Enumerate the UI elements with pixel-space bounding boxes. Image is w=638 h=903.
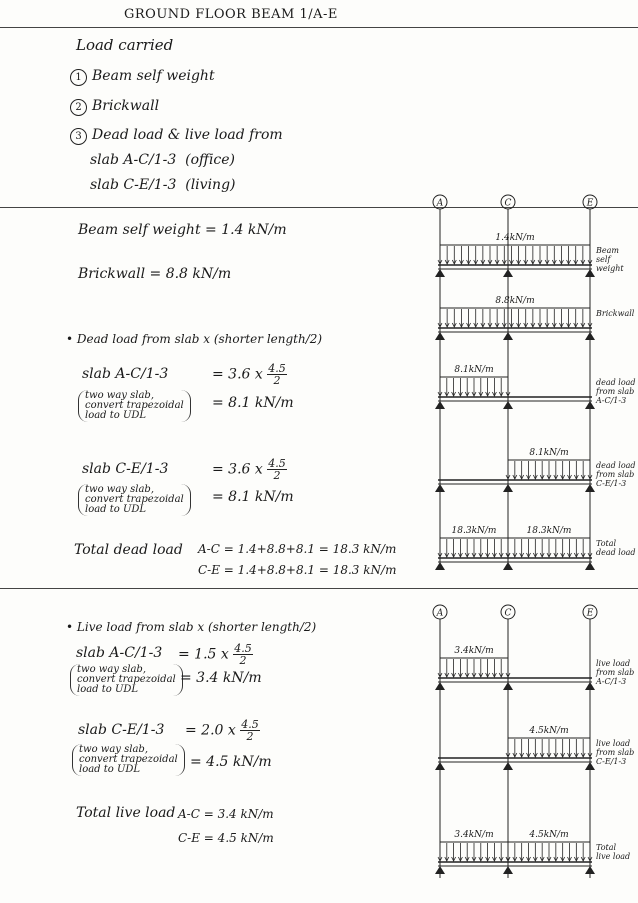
live-slab-ce-panel-label: from slab bbox=[596, 748, 635, 757]
load-item-1-text: Beam self weight bbox=[92, 68, 215, 84]
dead-slab-ac-panel-support bbox=[503, 401, 513, 409]
total-live-panel-support bbox=[503, 866, 513, 874]
total-live-panel-label: live load bbox=[596, 852, 631, 861]
note-line-1: two way slab, bbox=[79, 744, 148, 755]
load-item-3-text: Dead load & live load from bbox=[92, 127, 283, 143]
fraction-numerator: 4.5 bbox=[268, 362, 286, 375]
fraction-denominator: 2 bbox=[246, 730, 254, 743]
live-slab-ce-panel-support bbox=[585, 762, 595, 770]
total-dead-panel-support bbox=[503, 562, 513, 570]
note-line-2: convert trapezoidal bbox=[77, 674, 176, 685]
gridline-label: E bbox=[586, 608, 594, 619]
live-load-heading: • Live load from slab x (shorter length/2) bbox=[66, 620, 317, 634]
circled-number-2: 2 bbox=[70, 99, 87, 116]
live-slab-ce-label: slab C-E/1-3 bbox=[78, 722, 165, 738]
gridline-label: A bbox=[436, 608, 444, 619]
live-slab-ac-panel-support bbox=[503, 682, 513, 690]
fraction bbox=[267, 363, 287, 386]
beam-self-weight-line: Beam self weight = 1.4 kN/m bbox=[78, 222, 287, 238]
dead-slab-ce-eq2: = 8.1 kN/m bbox=[212, 489, 294, 505]
live-slab-ac-panel-support bbox=[435, 682, 445, 690]
note-line-3: load to UDL bbox=[85, 410, 147, 421]
total-live-load-ce: C-E = 4.5 kN/m bbox=[178, 831, 274, 845]
dead-slab-ac-panel-label: A-C/1-3 bbox=[596, 396, 627, 405]
live-load-heading-text: Live load from slab x (shorter length/2) bbox=[76, 620, 317, 634]
slab-ac-usage: slab A-C/1-3 (office) bbox=[90, 152, 236, 168]
live-slab-ac-panel-label: live load bbox=[596, 659, 631, 668]
gridline-label: A bbox=[436, 198, 444, 209]
fraction bbox=[267, 458, 287, 481]
live-slab-ac-panel-label: from slab bbox=[596, 668, 635, 677]
live-slab-ce-eq2: = 4.5 kN/m bbox=[190, 754, 272, 770]
brickwall-panel-support bbox=[585, 332, 595, 340]
total-live-load-ac: A-C = 3.4 kN/m bbox=[178, 807, 274, 821]
dead-slab-ce-panel-support bbox=[435, 484, 445, 492]
live-slab-ce-panel-support bbox=[435, 762, 445, 770]
total-dead-panel-load-value: 18.3kN/m bbox=[526, 526, 572, 536]
total-live-load-label: Total live load bbox=[76, 805, 176, 821]
fraction-denominator: 2 bbox=[273, 374, 281, 387]
dead-slab-ac-eq1 bbox=[212, 363, 287, 386]
self-weight-panel-support bbox=[503, 269, 513, 277]
dead-slab-ce-panel-support bbox=[503, 484, 513, 492]
live-slab-ac-eq1 bbox=[178, 643, 253, 666]
dead-ce-eq1-text: = 3.6 x bbox=[212, 461, 263, 478]
note-line-2: convert trapezoidal bbox=[79, 754, 178, 765]
fraction bbox=[233, 643, 253, 666]
total-live-panel-support bbox=[585, 866, 595, 874]
live-slab-ce-eq1 bbox=[185, 719, 260, 742]
note-line-3: load to UDL bbox=[79, 764, 141, 775]
dead-slab-ce-label: slab C-E/1-3 bbox=[82, 461, 169, 477]
header-rule bbox=[0, 27, 638, 28]
total-live-panel-load-value: 4.5kN/m bbox=[529, 830, 569, 840]
dead-slab-ac-panel-support bbox=[435, 401, 445, 409]
page-title: GROUND FLOOR BEAM 1/A-E bbox=[124, 7, 338, 22]
self-weight-panel-label: Beam bbox=[596, 246, 619, 255]
dead-load-heading-text: Dead load from slab x (shorter length/2) bbox=[76, 332, 323, 346]
fraction-denominator: 2 bbox=[239, 654, 247, 667]
gridline-label: C bbox=[504, 198, 512, 209]
dead-slab-ac-panel-label: dead load bbox=[596, 378, 636, 387]
total-dead-panel-label: Total bbox=[596, 539, 617, 548]
total-live-panel-label: Total bbox=[596, 843, 617, 852]
self-weight-panel-load-value: 1.4kN/m bbox=[495, 233, 535, 243]
circled-number-1: 1 bbox=[70, 69, 87, 86]
self-weight-panel-label: self bbox=[596, 255, 611, 264]
total-dead-panel-support bbox=[585, 562, 595, 570]
total-live-panel-support bbox=[435, 866, 445, 874]
dead-slab-ac-panel-load-value: 8.1kN/m bbox=[454, 365, 494, 375]
live-slab-ce-panel-label: C-E/1-3 bbox=[596, 757, 627, 766]
fraction-denominator: 2 bbox=[273, 469, 281, 482]
self-weight-panel-label: weight bbox=[596, 264, 624, 273]
slab-ce-usage: slab C-E/1-3 (living) bbox=[90, 177, 236, 193]
gridline-label: C bbox=[504, 608, 512, 619]
live-load-diagrams bbox=[418, 600, 635, 890]
brickwall-panel-label: Brickwall bbox=[596, 309, 635, 318]
dead-ce-note bbox=[78, 484, 191, 516]
live-slab-ac-panel-label: A-C/1-3 bbox=[596, 677, 627, 686]
live-ce-note bbox=[72, 744, 185, 776]
brickwall-line: Brickwall = 8.8 kN/m bbox=[78, 266, 232, 282]
section-rule bbox=[0, 588, 638, 589]
dead-slab-ce-panel-label: C-E/1-3 bbox=[596, 479, 627, 488]
dead-slab-ce-panel-support bbox=[585, 484, 595, 492]
total-dead-panel-load-value: 18.3kN/m bbox=[451, 526, 497, 536]
total-dead-load-ac: A-C = 1.4+8.8+8.1 = 18.3 kN/m bbox=[198, 542, 397, 556]
live-slab-ac-panel-load-value: 3.4kN/m bbox=[454, 646, 494, 656]
live-ce-eq1-text: = 2.0 x bbox=[185, 722, 236, 739]
live-slab-ac-panel-support bbox=[585, 682, 595, 690]
total-dead-load-ce: C-E = 1.4+8.8+8.1 = 18.3 kN/m bbox=[198, 563, 397, 577]
circled-number-3: 3 bbox=[70, 128, 87, 145]
dead-load-heading: • Dead load from slab x (shorter length/2) bbox=[66, 332, 323, 346]
dead-ac-eq1-text: = 3.6 x bbox=[212, 366, 263, 383]
live-slab-ac-label: slab A-C/1-3 bbox=[76, 645, 163, 661]
dead-ac-note bbox=[78, 390, 191, 422]
dead-slab-ce-panel-label: dead load bbox=[596, 461, 636, 470]
dead-slab-ce-eq1 bbox=[212, 458, 287, 481]
total-dead-panel-support bbox=[435, 562, 445, 570]
dead-load-diagrams bbox=[418, 190, 636, 580]
note-line-1: two way slab, bbox=[77, 664, 146, 675]
fraction bbox=[240, 719, 260, 742]
load-item-3 bbox=[70, 127, 283, 145]
total-dead-load-label: Total dead load bbox=[74, 542, 183, 558]
live-slab-ce-panel-load-value: 4.5kN/m bbox=[529, 726, 569, 736]
dead-slab-ac-eq2: = 8.1 kN/m bbox=[212, 395, 294, 411]
dead-slab-ac-panel-label: from slab bbox=[596, 387, 635, 396]
brickwall-panel-load-value: 8.8kN/m bbox=[495, 296, 535, 306]
note-line-2: convert trapezoidal bbox=[85, 494, 184, 505]
gridline-label: E bbox=[586, 198, 594, 209]
note-line-3: load to UDL bbox=[77, 684, 139, 695]
load-carried-heading: Load carried bbox=[76, 36, 174, 54]
dead-slab-ac-label: slab A-C/1-3 bbox=[82, 366, 169, 382]
load-item-1 bbox=[70, 68, 215, 86]
note-line-1: two way slab, bbox=[85, 484, 154, 495]
self-weight-panel-support bbox=[585, 269, 595, 277]
load-item-2-text: Brickwall bbox=[92, 98, 160, 114]
live-slab-ce-panel-support bbox=[503, 762, 513, 770]
fraction-numerator: 4.5 bbox=[241, 718, 259, 731]
note-line-3: load to UDL bbox=[85, 504, 147, 515]
self-weight-panel-support bbox=[435, 269, 445, 277]
brickwall-panel-support bbox=[503, 332, 513, 340]
fraction-numerator: 4.5 bbox=[268, 457, 286, 470]
brickwall-panel-support bbox=[435, 332, 445, 340]
note-line-1: two way slab, bbox=[85, 390, 154, 401]
live-slab-ac-eq2: = 3.4 kN/m bbox=[180, 670, 262, 686]
dead-slab-ac-panel-support bbox=[585, 401, 595, 409]
live-slab-ce-panel-label: live load bbox=[596, 739, 631, 748]
note-line-2: convert trapezoidal bbox=[85, 400, 184, 411]
live-ac-eq1-text: = 1.5 x bbox=[178, 646, 229, 663]
dead-slab-ce-panel-label: from slab bbox=[596, 470, 635, 479]
fraction-numerator: 4.5 bbox=[234, 642, 252, 655]
total-dead-panel-label: dead load bbox=[596, 548, 636, 557]
load-item-2 bbox=[70, 98, 159, 116]
total-live-panel-load-value: 3.4kN/m bbox=[454, 830, 494, 840]
dead-slab-ce-panel-load-value: 8.1kN/m bbox=[529, 448, 569, 458]
live-ac-note bbox=[70, 664, 183, 696]
